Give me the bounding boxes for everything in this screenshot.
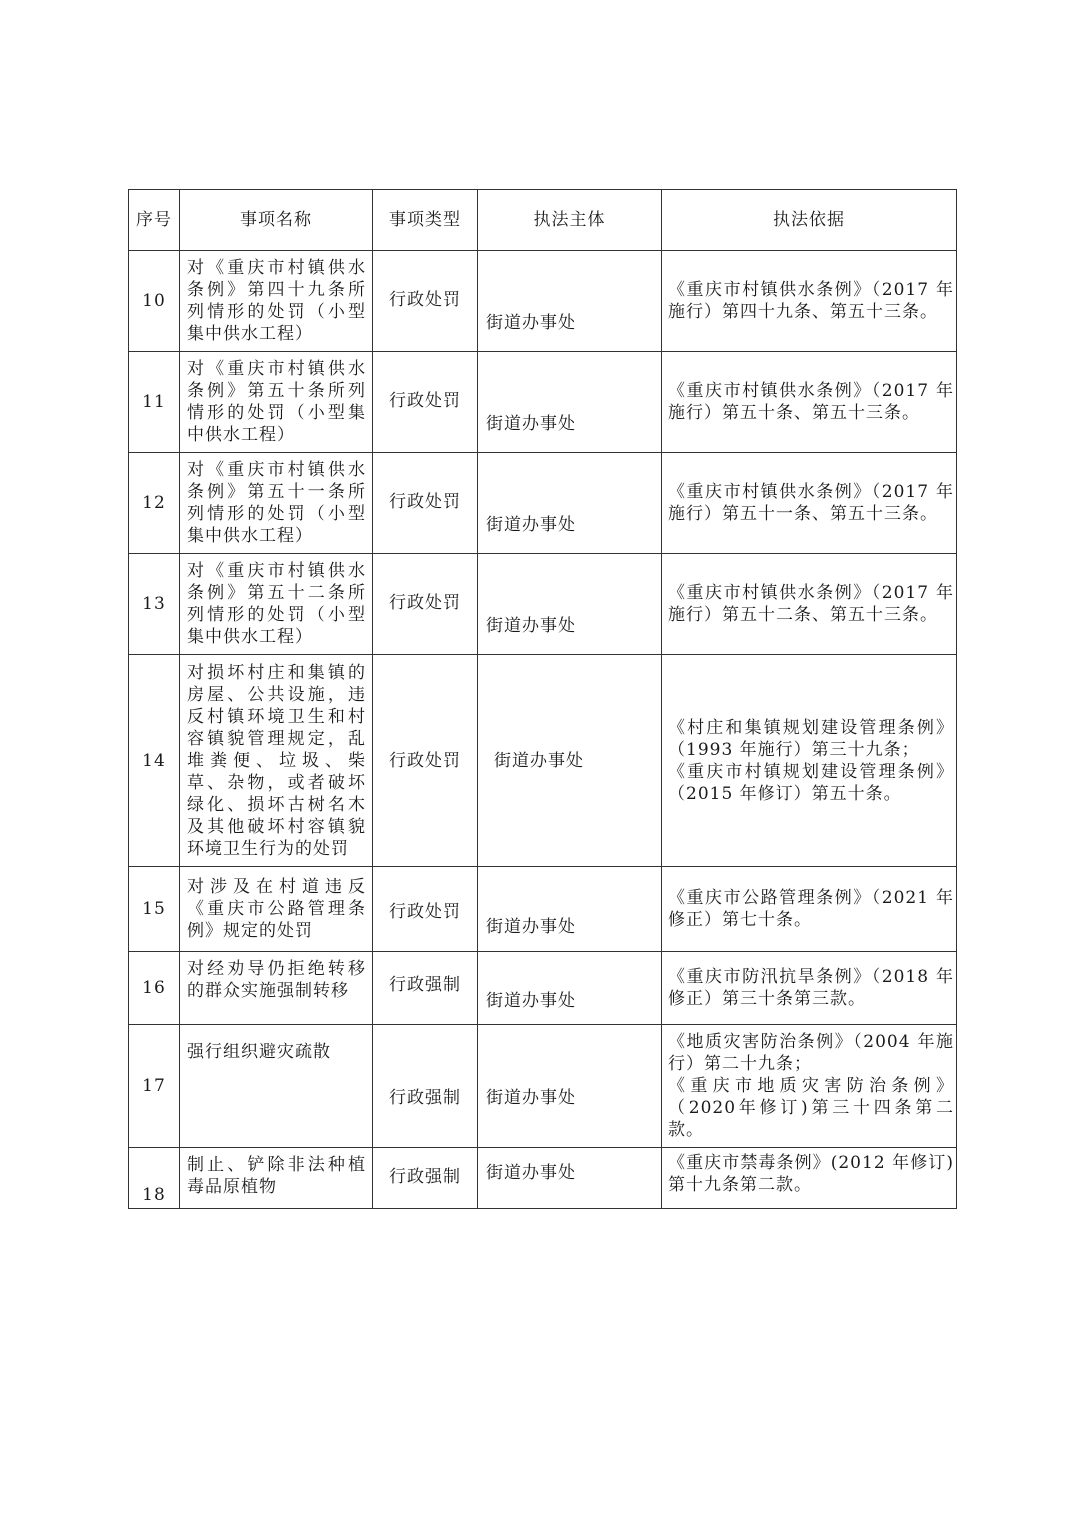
table-header-row [129, 190, 957, 251]
basis-line: 《重庆市村镇规划建设管理条例》（2015 年修订）第五十条。 [668, 761, 954, 804]
row-item-name: 对《重庆市村镇供水条例》第五十一条所列情形的处罚（小型集中供水工程） [180, 453, 373, 554]
row-basis [662, 453, 957, 554]
row-item-name: 对《重庆市村镇供水条例》第五十条所列情形的处罚（小型集中供水工程） [180, 352, 373, 453]
table-row [129, 952, 957, 1025]
row-no: 18 [129, 1148, 180, 1209]
row-basis [662, 952, 957, 1025]
basis-line: 《重庆市公路管理条例》（2021 年修正）第七十条。 [668, 888, 954, 930]
row-no: 12 [129, 453, 180, 554]
table-row [129, 867, 957, 952]
row-item-name: 对涉及在村道违反《重庆市公路管理条例》规定的处罚 [180, 867, 373, 952]
row-item-type: 行政处罚 [373, 352, 478, 453]
row-item-name: 强行组织避灾疏散 [180, 1025, 373, 1148]
header-name: 事项名称 [180, 190, 373, 251]
row-subject: 街道办事处 [478, 655, 662, 867]
header-basis: 执法依据 [662, 190, 957, 251]
row-subject: 街道办事处 [478, 352, 662, 453]
row-item-name: 对《重庆市村镇供水条例》第四十九条所列情形的处罚（小型集中供水工程） [180, 251, 373, 352]
table-row [129, 251, 957, 352]
basis-line: 《地质灾害防治条例》（2004 年施行）第二十九条； [668, 1032, 954, 1074]
row-item-type: 行政强制 [373, 1148, 478, 1209]
basis-line: 《重庆市村镇供水条例》（2017 年施行）第五十一条、第五十三条。 [668, 482, 954, 524]
row-basis [662, 1025, 957, 1148]
table-row [129, 1148, 957, 1209]
row-no: 16 [129, 952, 180, 1025]
row-item-name: 对经劝导仍拒绝转移的群众实施强制转移 [180, 952, 373, 1025]
row-no: 13 [129, 554, 180, 655]
header-no: 序号 [129, 190, 180, 251]
row-basis [662, 867, 957, 952]
row-no: 17 [129, 1025, 180, 1148]
header-type: 事项类型 [373, 190, 478, 251]
row-basis [662, 1148, 957, 1209]
row-basis [662, 554, 957, 655]
row-item-type: 行政强制 [373, 1025, 478, 1148]
row-no: 10 [129, 251, 180, 352]
row-item-name: 对损坏村庄和集镇的房屋、公共设施，违反村镇环境卫生和村容镇貌管理规定，乱堆粪便、垃圾、柴草、杂物，或者破坏绿化、损坏古树名木及其他破坏村容镇貌环境卫生行为的处罚 [180, 655, 373, 867]
table-row [129, 1025, 957, 1148]
table-row [129, 352, 957, 453]
row-basis [662, 251, 957, 352]
row-no: 14 [129, 655, 180, 867]
row-subject: 街道办事处 [478, 453, 662, 554]
row-subject: 街道办事处 [478, 251, 662, 352]
header-subject: 执法主体 [478, 190, 662, 251]
basis-line: 《重庆市村镇供水条例》（2017 年施行）第四十九条、第五十三条。 [668, 280, 954, 322]
row-item-name: 制止、铲除非法种植毒品原植物 [180, 1148, 373, 1209]
enforcement-items-table [128, 189, 957, 1209]
row-basis [662, 352, 957, 453]
table-body [129, 251, 957, 1209]
row-item-type: 行政处罚 [373, 453, 478, 554]
basis-line: 《重庆市地质灾害防治条例》（2020年修订)第三十四条第二款。 [668, 1076, 954, 1140]
row-item-type: 行政处罚 [373, 251, 478, 352]
table-row [129, 453, 957, 554]
row-item-name: 对《重庆市村镇供水条例》第五十二条所列情形的处罚（小型集中供水工程） [180, 554, 373, 655]
row-item-type: 行政处罚 [373, 655, 478, 867]
row-subject: 街道办事处 [478, 867, 662, 952]
row-no: 11 [129, 352, 180, 453]
basis-line: 《重庆市禁毒条例》(2012 年修订)第十九条第二款。 [668, 1153, 954, 1195]
row-no: 15 [129, 867, 180, 952]
basis-line: 《重庆市村镇供水条例》（2017 年施行）第五十二条、第五十三条。 [668, 583, 954, 625]
row-subject: 街道办事处 [478, 1025, 662, 1148]
row-subject: 街道办事处 [478, 554, 662, 655]
row-subject: 街道办事处 [478, 952, 662, 1025]
row-item-type: 行政强制 [373, 952, 478, 1025]
basis-line: 《重庆市防汛抗旱条例》（2018 年修正）第三十条第三款。 [668, 967, 954, 1009]
basis-line: 《重庆市村镇供水条例》（2017 年施行）第五十条、第五十三条。 [668, 381, 954, 423]
table-row [129, 554, 957, 655]
row-subject: 街道办事处 [478, 1148, 662, 1209]
row-item-type: 行政处罚 [373, 554, 478, 655]
table-row [129, 655, 957, 867]
row-item-type: 行政处罚 [373, 867, 478, 952]
basis-line: 《村庄和集镇规划建设管理条例》（1993 年施行）第三十九条； [668, 717, 954, 760]
row-basis [662, 655, 957, 867]
